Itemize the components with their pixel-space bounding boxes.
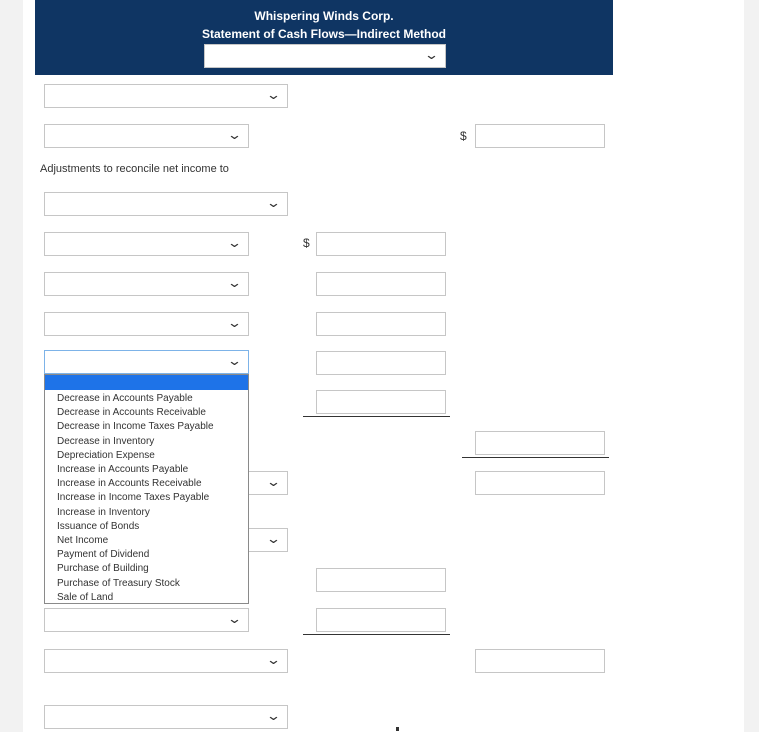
- dropdown-option[interactable]: Purchase of Building: [57, 563, 149, 575]
- adjustment-amount-5[interactable]: [316, 390, 446, 414]
- dropdown-option[interactable]: Increase in Inventory: [57, 506, 150, 518]
- line-select-6[interactable]: [44, 649, 288, 673]
- adjustment-amount-2[interactable]: [316, 272, 446, 296]
- chevron-down-icon: ⌄: [226, 128, 243, 143]
- chevron-down-icon: ⌄: [226, 276, 243, 291]
- chevron-down-icon: ⌄: [265, 653, 282, 668]
- line-select-1[interactable]: [44, 84, 288, 108]
- dropdown-option[interactable]: Sale of Land: [57, 591, 114, 603]
- total-input-3[interactable]: [475, 649, 605, 673]
- dropdown-option[interactable]: Decrease in Inventory: [57, 435, 155, 447]
- chevron-down-icon: ⌄: [265, 475, 282, 490]
- dropdown-option[interactable]: Payment of Dividend: [57, 549, 150, 561]
- subtotal-rule: [303, 416, 450, 417]
- adjustments-label: Adjustments to reconcile net income to: [40, 163, 229, 175]
- dropdown-options: [45, 390, 248, 604]
- dollar-sign: $: [303, 236, 310, 250]
- chevron-down-icon: ⌄: [226, 316, 243, 331]
- dropdown-option[interactable]: Increase in Accounts Receivable: [57, 478, 202, 490]
- investing-amount-1[interactable]: [316, 568, 446, 592]
- dropdown-option[interactable]: Increase in Income Taxes Payable: [57, 492, 210, 504]
- dropdown-highlighted-option[interactable]: [45, 375, 248, 390]
- investing-amount-2[interactable]: [316, 608, 446, 632]
- adjustment-select-2[interactable]: [44, 272, 249, 296]
- dropdown-option[interactable]: Decrease in Accounts Payable: [57, 393, 193, 404]
- adjustment-select-3[interactable]: [44, 312, 249, 336]
- dropdown-option[interactable]: Issuance of Bonds: [57, 520, 140, 532]
- chevron-down-icon: ⌄: [265, 709, 282, 724]
- adjustment-amount-3[interactable]: [316, 312, 446, 336]
- amount-input-2[interactable]: [475, 124, 605, 148]
- period-select[interactable]: [204, 44, 446, 68]
- chevron-down-icon: ⌄: [423, 48, 440, 63]
- adjustment-amount-1[interactable]: [316, 232, 446, 256]
- line-select-7[interactable]: [44, 705, 288, 729]
- chevron-down-icon: ⌄: [226, 236, 243, 251]
- dollar-sign: $: [460, 129, 467, 143]
- dropdown-option[interactable]: Increase in Accounts Payable: [57, 464, 189, 476]
- text-cursor: [396, 727, 399, 731]
- dropdown-option[interactable]: Decrease in Income Taxes Payable: [57, 421, 214, 433]
- line-select-2[interactable]: [44, 124, 249, 148]
- total-input-2[interactable]: [475, 471, 605, 495]
- investing-rule: [303, 634, 450, 635]
- chevron-down-icon: ⌄: [226, 612, 243, 627]
- adjustment-select-4[interactable]: [44, 350, 249, 374]
- chevron-down-icon: ⌄: [226, 354, 243, 369]
- dropdown-option[interactable]: Depreciation Expense: [57, 449, 155, 461]
- adjustment-dropdown-list[interactable]: [44, 374, 249, 604]
- statement-title: Statement of Cash Flows—Indirect Method: [201, 27, 447, 41]
- investing-select-2[interactable]: [44, 608, 249, 632]
- chevron-down-icon: ⌄: [265, 532, 282, 547]
- company-name: Whispering Winds Corp.: [254, 9, 394, 23]
- total-input-1[interactable]: [475, 431, 605, 455]
- chevron-down-icon: ⌄: [265, 196, 282, 211]
- chevron-down-icon: ⌄: [265, 88, 282, 103]
- dropdown-option[interactable]: Decrease in Accounts Receivable: [57, 407, 206, 419]
- line-select-3[interactable]: [44, 192, 288, 216]
- adjustment-amount-4[interactable]: [316, 351, 446, 375]
- total-rule: [462, 457, 609, 458]
- dropdown-option[interactable]: Net Income: [57, 535, 109, 547]
- dropdown-option[interactable]: Purchase of Treasury Stock: [57, 577, 180, 589]
- adjustment-select-1[interactable]: [44, 232, 249, 256]
